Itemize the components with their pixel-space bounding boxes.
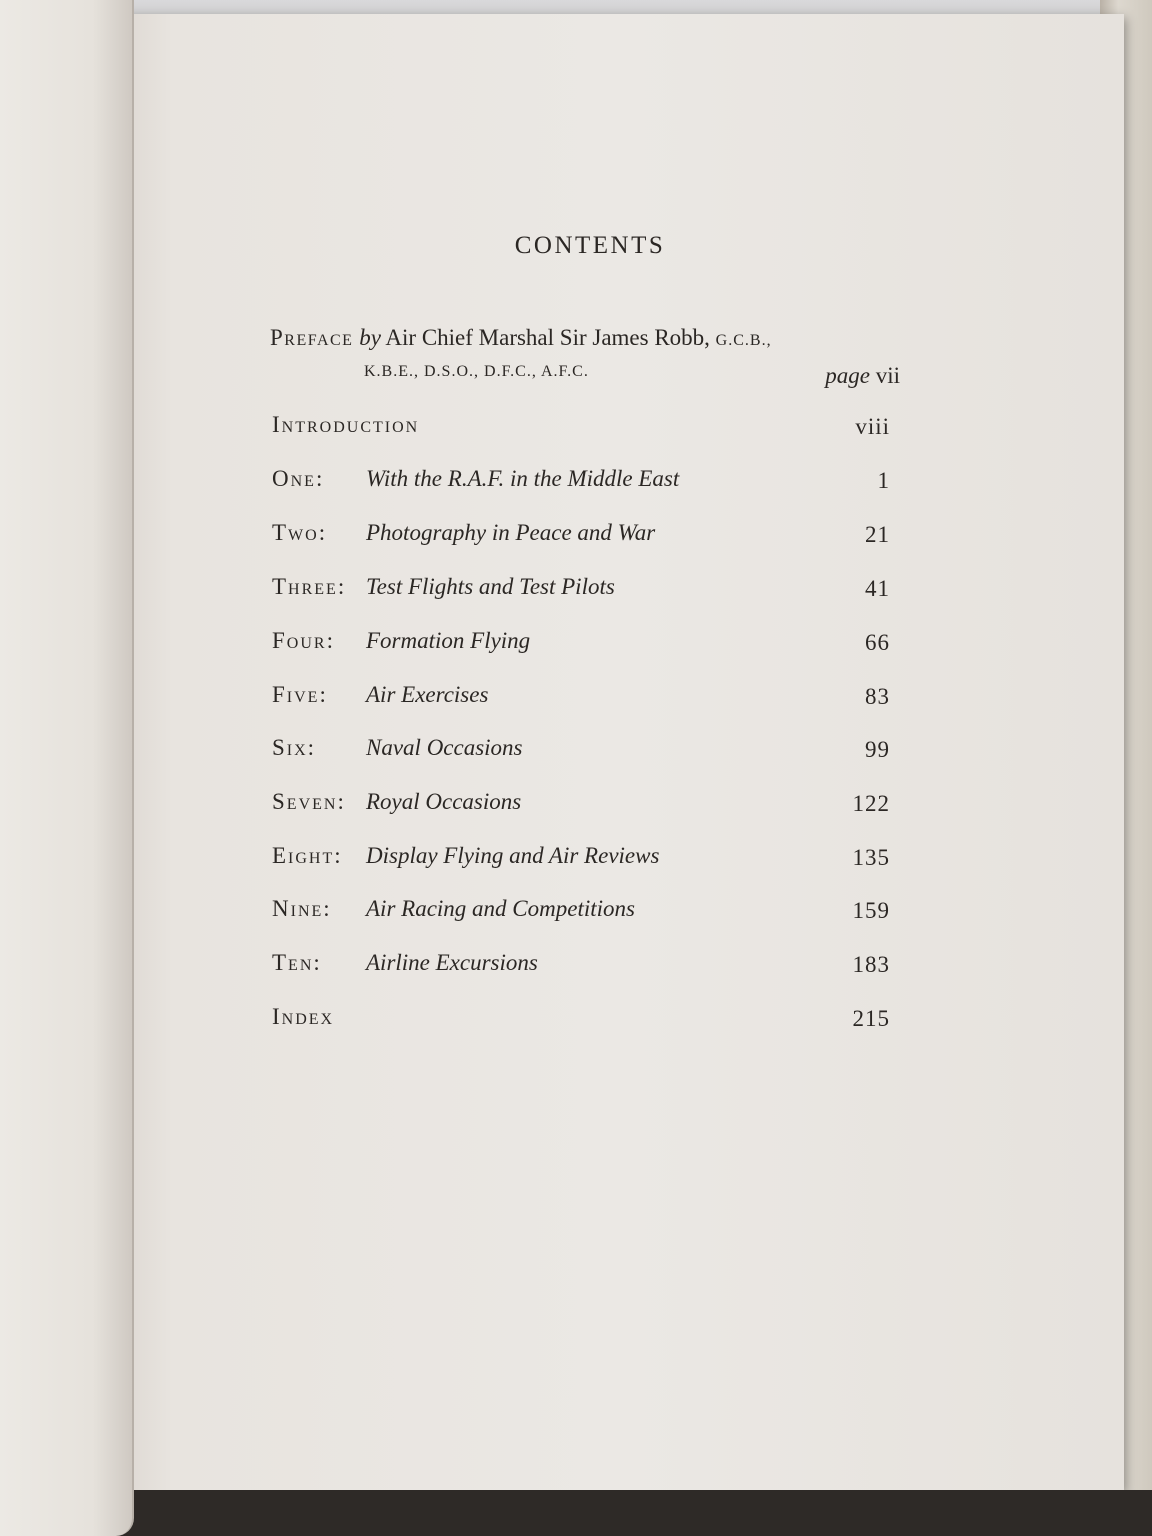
entry-label: Two: [272,520,328,545]
entry-title: Air Racing and Competitions [366,896,635,921]
preface-entry [270,325,772,351]
toc-entry-six [272,735,900,769]
toc-entry-two [272,520,900,554]
entry-label: Four: [272,628,335,653]
entry-page: 215 [852,1006,890,1031]
entry-title: Photography in Peace and War [366,520,656,545]
entry-page: 66 [865,630,890,655]
toc-entry-seven [272,789,900,823]
preface-page-number [825,363,900,389]
entry-title: Formation Flying [366,628,531,653]
toc-entry-four [272,628,900,662]
toc-entry-five [272,682,900,716]
entry-page: 1 [877,468,890,493]
page-word: page [825,363,870,388]
entry-label: Three: [272,574,347,599]
entry-label: Ten: [272,950,322,975]
preface-label: Preface [270,325,354,350]
entry-page: 41 [865,576,890,601]
entry-title: Air Exercises [366,682,489,707]
entry-label: Introduction [272,412,420,437]
toc-entry-eight [272,843,900,877]
entry-label: One: [272,466,325,491]
entry-title: With the R.A.F. in the Middle East [366,466,680,491]
entry-page: viii [855,414,890,439]
entry-title: Naval Occasions [366,735,523,760]
entry-title: Airline Excursions [366,950,538,975]
preface-page: vii [875,363,900,388]
toc-entry-introduction [272,412,900,446]
entry-label: Nine: [272,896,332,921]
entry-page: 135 [852,845,890,870]
page-title: CONTENTS [514,232,666,259]
toc-entry-three [272,574,900,608]
toc-entry-one [272,466,900,500]
toc-entry-nine [272,896,900,930]
entry-title: Royal Occasions [366,789,522,814]
entry-page: 159 [852,898,890,923]
entry-label: Five: [272,682,328,707]
entry-label: Eight: [272,843,343,868]
entry-label: Six: [272,735,317,760]
entry-page: 122 [852,791,890,816]
entry-label: Index [272,1004,335,1029]
preface-honours-2: K.B.E., D.S.O., D.F.C., A.F.C. [364,363,589,380]
entry-title: Display Flying and Air Reviews [366,843,660,868]
preface-honours-1: G.C.B., [715,332,772,349]
preface-author: Air Chief Marshal Sir James Robb, [385,325,710,350]
preface-by: by [359,325,381,350]
toc-entry-ten [272,950,900,984]
page-shadow [112,1490,1152,1536]
entry-title: Test Flights and Test Pilots [366,574,615,599]
entry-page: 99 [865,737,890,762]
entry-page: 21 [865,522,890,547]
entry-label: Seven: [272,789,346,814]
facing-page [0,0,134,1536]
entry-page: 183 [852,952,890,977]
entry-page: 83 [865,684,890,709]
toc-entry-index [272,1004,900,1038]
